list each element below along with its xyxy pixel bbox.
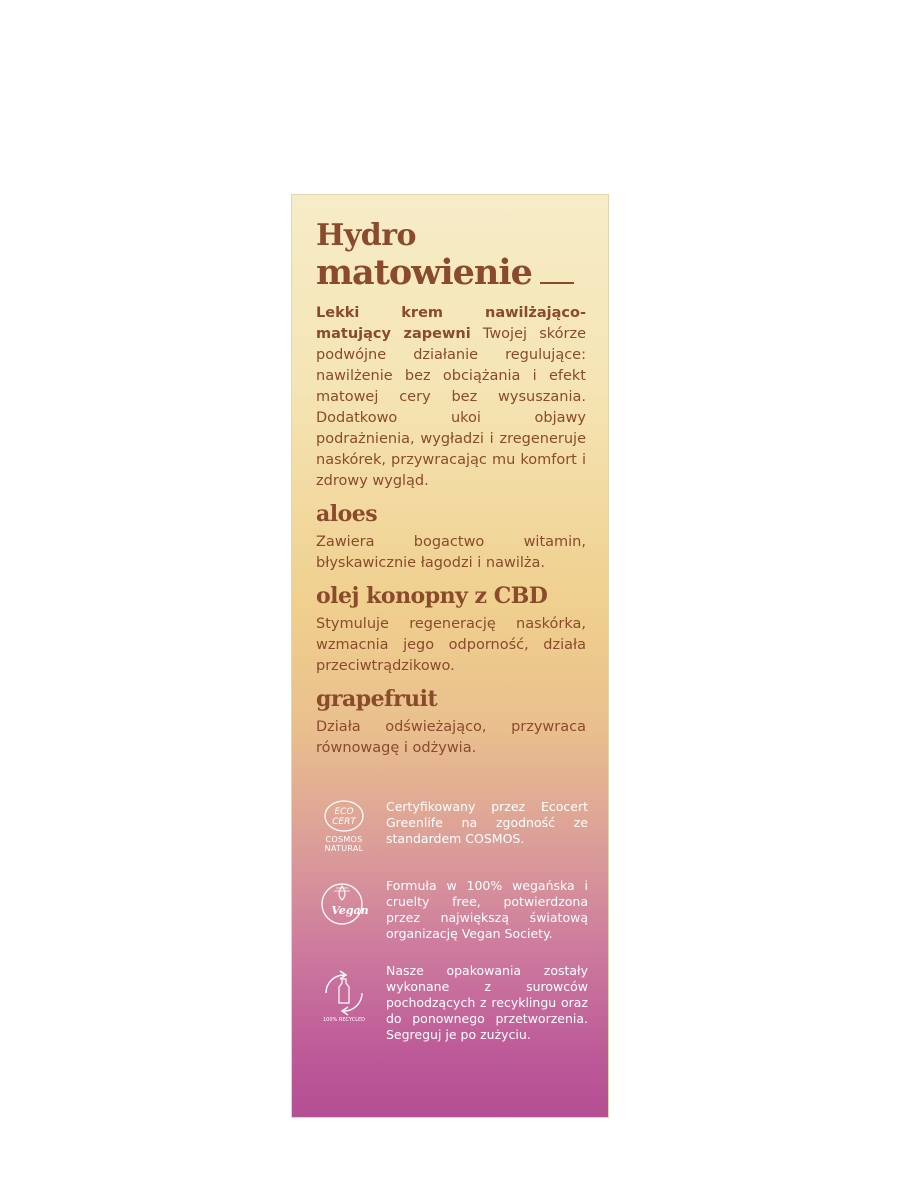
ecocert-logo-natural: NATURAL	[324, 844, 364, 853]
ecocert-logo-cosmos: COSMOS	[325, 835, 363, 844]
title-underline-decoration	[540, 282, 574, 284]
recycled-logo-text: 100% RECYCLED	[323, 1017, 365, 1023]
ecocert-logo-cert: CERT	[332, 817, 356, 827]
section-title-aloes: aloes	[316, 501, 378, 527]
intro-paragraph	[316, 303, 586, 492]
title-line-2	[316, 253, 586, 293]
section-title-grapefruit: grapefruit	[316, 686, 438, 712]
cert-recycled-text: Nasze opakowania zostały wykonane z surowców pochodzących z recyklingu oraz do ponownego przetworzenia. Segreguj je po zużyciu.	[386, 963, 588, 1042]
section-title-hemp-oil: olej konopny z CBD	[316, 583, 548, 609]
recycled-bottle-icon	[316, 963, 372, 1025]
vegan-logo-text: Vegan	[331, 904, 369, 917]
title-line-1: Hydro	[316, 218, 417, 253]
description-block	[316, 219, 586, 759]
title-line-2-text: matowienie	[316, 252, 532, 293]
ecocert-cosmos-natural-icon	[316, 799, 372, 861]
cert-vegan	[316, 878, 588, 942]
cert-vegan-text: Formuła w 100% wegańska i cruelty free, potwierdzona przez największą światową organizację Vegan Society.	[386, 878, 588, 941]
cert-ecocert-text: Certyfikowany przez Ecocert Greenlife na zgodność ze standardem COSMOS.	[386, 799, 588, 846]
cert-recycled	[316, 963, 588, 1043]
product-box-side-panel	[291, 194, 609, 1118]
cert-ecocert	[316, 799, 588, 861]
section-text-grapefruit: Działa odświeżająco, przywraca równowagę i odżywia.	[316, 719, 586, 756]
ecocert-logo-eco: ECO	[334, 807, 354, 817]
section-text-hemp-oil: Stymuluje regenerację naskórka, wzmacnia jego odporność, działa przeciwtrądzikowo.	[316, 616, 586, 674]
intro-bold: Lekki krem nawilżająco-matujący zapewni	[316, 305, 586, 342]
vegan-society-icon	[316, 878, 372, 940]
intro-text: Twojej skórze podwójne działanie regulujące: nawilżenie bez obciążania i efekt matowej cery bez wysuszania. Dodatkowo ukoi objawy podrażnienia, wygładzi i zregeneruje naskórek, przywracając mu komfort i zdrowy wygląd.	[316, 326, 586, 489]
section-text-aloes: Zawiera bogactwo witamin, błyskawicznie łagodzi i nawilża.	[316, 534, 586, 571]
